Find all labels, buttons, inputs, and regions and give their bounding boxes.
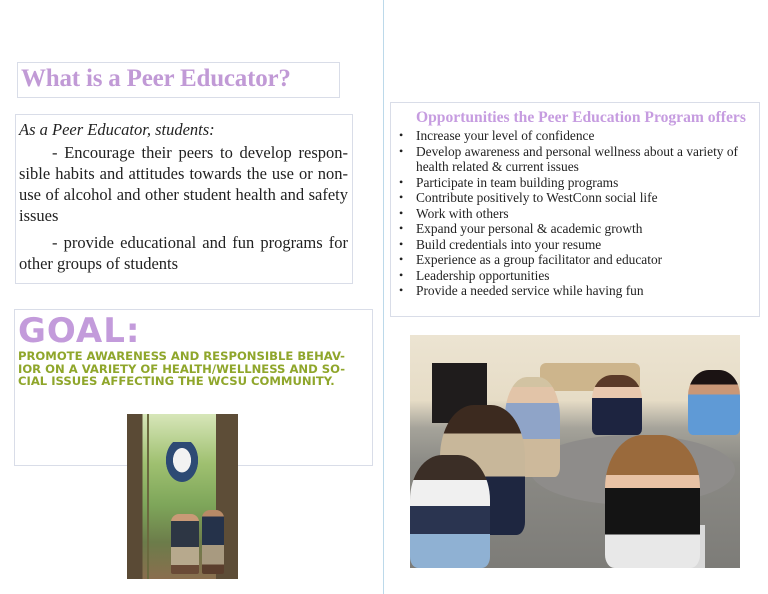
opportunities-list (397, 128, 755, 299)
list-item-text: Leadership opportunities (416, 267, 550, 283)
intro-box (15, 114, 353, 284)
intro-lead: As a Peer Educator, students: (19, 120, 215, 139)
list-item (397, 252, 755, 268)
bullet-icon: • (399, 252, 404, 266)
list-item-text: Build credentials into your resume (416, 236, 602, 252)
photo-figure-climber (157, 442, 207, 494)
list-item-text: Provide a needed service while having fun (416, 283, 644, 298)
bullet-icon: • (399, 221, 404, 235)
list-item (397, 268, 755, 284)
bullet-icon: • (399, 236, 404, 251)
goal-heading: GOAL: (18, 311, 141, 351)
bullet-icon: • (399, 267, 404, 282)
bullet-icon: • (399, 283, 404, 297)
page-title: What is a Peer Educator? (21, 65, 291, 92)
intro-item: - Encourage their peers to develop respon-sible habits and attitudes towards the use or non-use of alcohol and other student health and safety issues (19, 143, 348, 225)
list-item (397, 128, 755, 144)
bullet-icon: • (399, 190, 404, 204)
photo-person (688, 370, 740, 435)
list-item (397, 175, 755, 191)
list-item-text: Expand your personal & academic growth (416, 221, 643, 236)
intro-item: - provide educational and fun programs for other groups of students (19, 233, 348, 273)
list-item-text: Work with others (416, 205, 509, 221)
title-box (17, 62, 340, 98)
opportunities-box (390, 102, 760, 317)
goal-text: PROMOTE AWARENESS AND RESPONSIBLE BEHAV-IOR ON A VARIETY OF HEALTH/WELLNESS AND SO-CIAL ISSUES AFFECTING THE WCSU COMMUNITY. (18, 349, 346, 388)
bullet-icon: • (399, 174, 404, 189)
photo-person (410, 455, 490, 568)
list-item-text: Participate in team building programs (416, 174, 619, 190)
page-fold-divider (383, 0, 384, 594)
opportunities-title: Opportunities the Peer Education Program offers (416, 109, 746, 126)
list-item-text: Increase your level of confidence (416, 128, 595, 143)
list-item (397, 237, 755, 253)
list-item-text: Develop awareness and personal wellness about a variety of health related & current issues (416, 143, 739, 174)
list-item-text: Contribute positively to WestConn social life (416, 190, 658, 205)
photo-person (592, 375, 642, 435)
list-item (397, 144, 755, 175)
list-item-text: Experience as a group facilitator and educator (416, 252, 663, 267)
bullet-icon: • (399, 205, 404, 220)
bullet-icon: • (399, 128, 404, 142)
list-item (397, 283, 755, 299)
zipline-photo (127, 414, 238, 579)
list-item (397, 221, 755, 237)
bullet-icon: • (399, 143, 404, 158)
group-discussion-photo (410, 335, 740, 568)
list-item (397, 190, 755, 206)
list-item (397, 206, 755, 222)
photo-figure-spotter (202, 510, 224, 574)
photo-person (605, 435, 700, 568)
photo-figure-spotter (171, 514, 199, 574)
